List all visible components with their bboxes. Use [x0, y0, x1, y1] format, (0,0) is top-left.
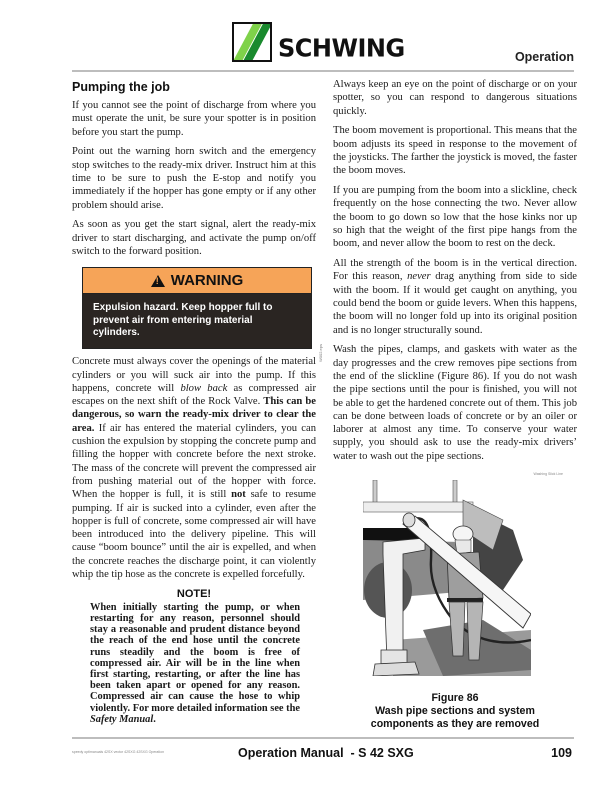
- footer-manual-title: Operation Manual - S 42 SXG: [238, 746, 414, 760]
- footer-file-path: speedy optimanuals 42SX vector 42SXG 42SXG Operation: [72, 750, 165, 754]
- footer-divider: [72, 737, 574, 739]
- figure-caption-number: Figure 86: [431, 691, 479, 704]
- warning-header: [83, 268, 311, 294]
- right-column: [333, 78, 578, 730]
- brand-name: SCHWING: [278, 33, 405, 63]
- worker-washing-pipe-illustration: [363, 480, 531, 676]
- warning-code: W002.eps: [318, 344, 323, 363]
- paragraph-spotter: If you cannot see the point of discharge from where you must operate the unit, be sure your spotter is in position before you start the pump.: [72, 100, 316, 138]
- warning-text: Expulsion hazard. Keep hopper full to prevent air from entering material cylinders.: [83, 294, 311, 348]
- paragraph-concrete: Concrete must always cover the openings of the material cylinders or you will suck air into the pump. If this happens, concrete will blow back as compressed air escapes on the next shift of the Rock Valve. This can be dangerous, so warn the ready-mix driver to clear the area. If air has entered the material cylinders, you can cushion the expulsion by stopping the concrete pump and filling the hopper with concrete before the next stroke. The mass of the concrete will prevent the compressed air from pushing material out of the hopper with force. When the hopper is full, it is still not safe to resume pumping. If air is sucked into a cylinder, even after the hopper is full of concrete, some compressed air will have been introduced into the delivery pipeline. This will cause “boom bounce” until the air is expelled, and when the concrete reaches the discharge point, it can violently whip the tip hose as the concrete is expelled forcefully.: [72, 356, 317, 581]
- paragraph-slickline: If you are pumping from the boom into a slickline, check frequently on the hose connecting the two. Never allow the boom to go down so low that the hose kinks nor up so high that the weight of the first pipe hangs from the boom, and never allow the boom to rest on the deck.: [333, 185, 577, 250]
- paragraph-boom-proportional: The boom movement is proportional. This means that the boom adjusts its speed in response to the movement of the joysticks. The farther the joystick is moved, the faster the boom moves.: [333, 125, 577, 177]
- schwing-logo: [232, 22, 405, 63]
- warning-triangle-icon: [151, 275, 165, 287]
- figure-caption-line1: Wash pipe sections and system: [375, 704, 535, 717]
- section-label: Operation: [514, 50, 574, 64]
- paragraph-keep-eye: Always keep an eye on the point of discharge or on your spotter, so you can respond to dangerous situations quickly.: [333, 79, 577, 117]
- note-title: NOTE!: [176, 587, 212, 600]
- section-title: Pumping the job: [72, 80, 170, 94]
- left-column: [72, 78, 323, 725]
- paragraph-start-signal: As soon as you get the start signal, alert the ready-mix driver to start discharging, and activate the pump on/off switch to the forward position.: [72, 219, 316, 257]
- paragraph-wash-pipes: Wash the pipes, clamps, and gaskets with water as the day progresses and the crew removes pipe sections from the end of the slickline (Figure 86). If you do not wash the pipe sections until the pour is finished, you will not be able to get the hardened concrete out of them. This job can be done between loads of concrete or by an oiler or laborer at almost any time. To conserve your water supply, you should ask to use the ready-mix drivers’ water to wash out the pipe sections.: [333, 344, 577, 462]
- warning-heading: WARNING: [170, 272, 244, 290]
- figure-caption-line2: components as they are removed: [370, 717, 540, 730]
- header-divider: [72, 70, 574, 72]
- paragraph-boom-strength: All the strength of the boom is in the vertical direction. For this reason, never drag anything from side to side with the boom. If it would get caught on anything, you could bend the boom or guide levers. When this happens, the boom will no longer fold up into its original position and is no longer structurally sound.: [333, 258, 578, 336]
- page-number: 109: [551, 746, 572, 760]
- paragraph-warning-horn: Point out the warning horn switch and the emergency stop switches to the ready-mix driver. Instruct him at this time to be sure to push the E-stop and notify you immediately if the hopper has gone empty or if any other problem should arise.: [72, 146, 316, 211]
- figure-file-label: Washing Slick Line: [533, 471, 563, 476]
- figure-86: [333, 470, 577, 730]
- note-text: When initially starting the pump, or when restarting for any reason, personnel should stay a reasonable and prudent distance beyond the reach of the end hose until the concrete runs steadily and the boom is free of compressed air. Air will be in the line when first starting, restarting, or after the line has been taken apart or opened for any reason. Compressed air can cause the hose to whip violently. For more detailed information see the Safety Manual.: [90, 601, 300, 725]
- warning-box: [82, 267, 323, 363]
- logo-mark-icon: [232, 22, 272, 62]
